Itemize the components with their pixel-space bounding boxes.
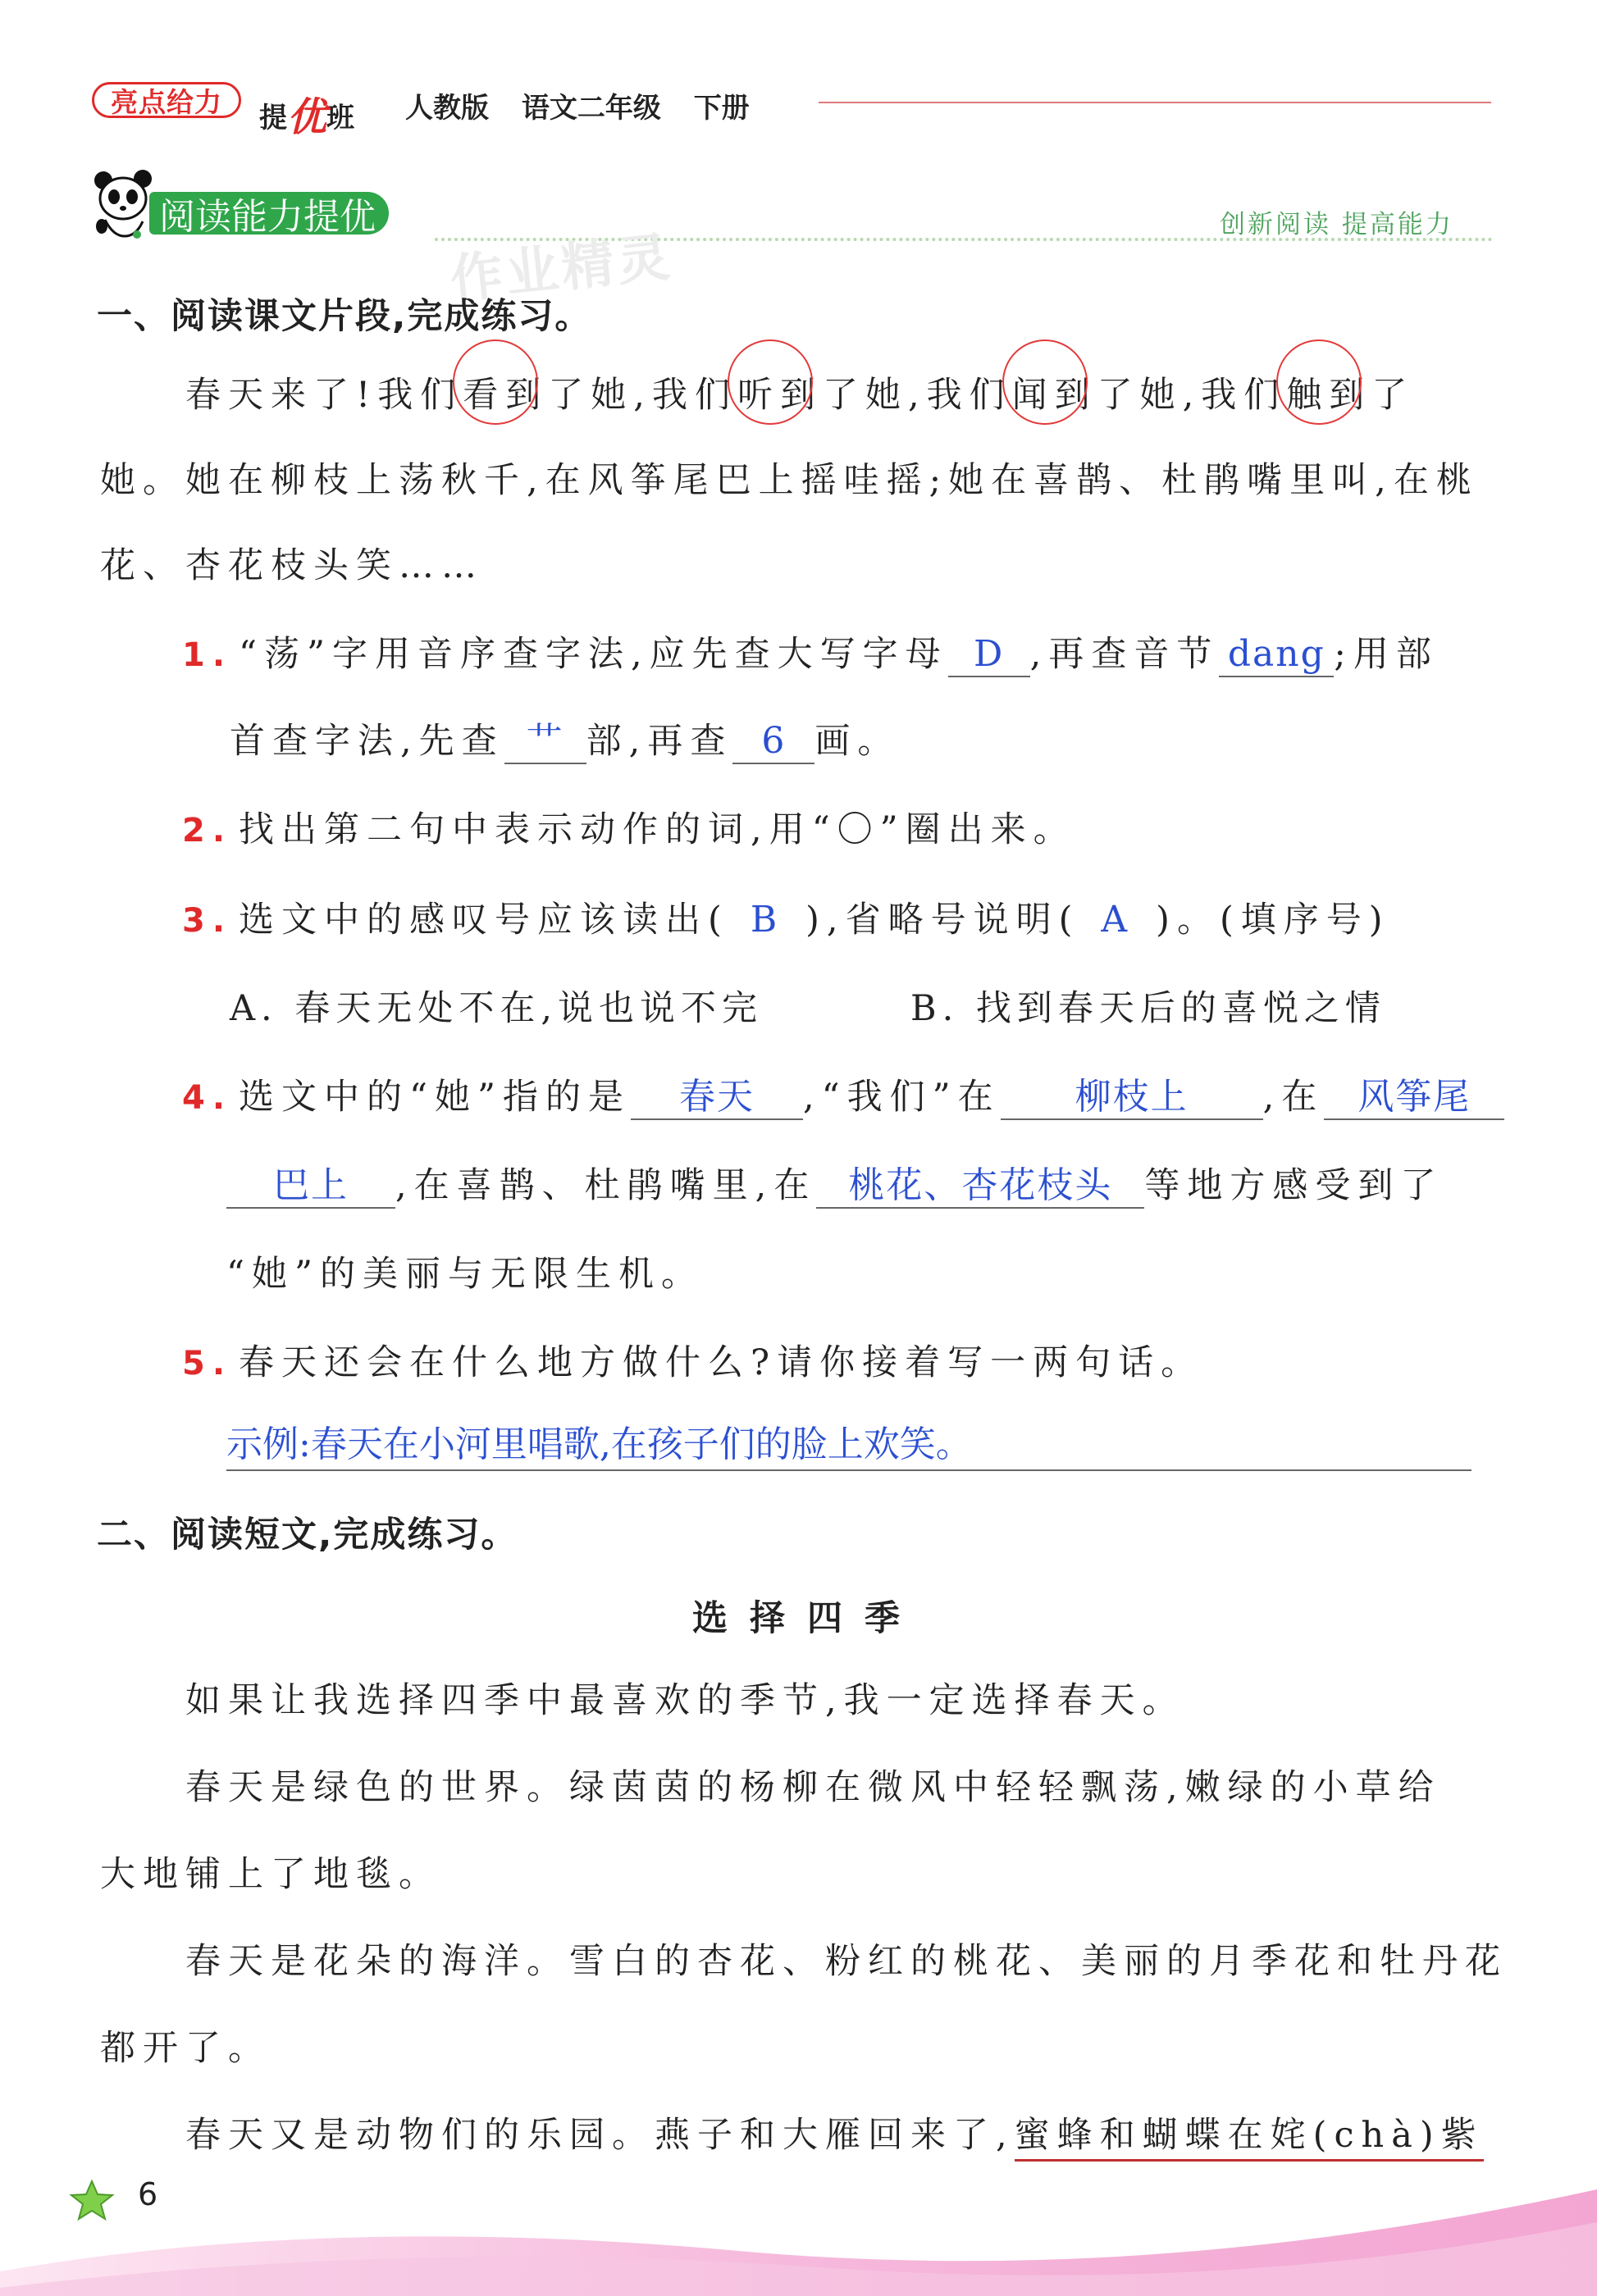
article-para-3a: 春天是花朵的海洋。雪白的杏花、粉红的桃花、美丽的月季花和牡丹花: [185, 1941, 1508, 1982]
answer-place-2b: 巴上: [226, 1164, 395, 1209]
footer-decoration: [0, 2165, 1597, 2296]
series-post: 班: [326, 102, 355, 134]
option-b: B. 找到春天后的喜悦之情: [910, 988, 1386, 1029]
answer-she: 春天: [631, 1076, 803, 1120]
section1-heading: 一、阅读课文片段,完成练习。: [97, 296, 592, 337]
question-4-end: “她”的美丽与无限生机。: [226, 1254, 704, 1295]
question-text: ,在喜鹊、杜鹃嘴里,在: [395, 1165, 817, 1206]
passage-line-2: 她。她在柳枝上荡秋千,在风筝尾巴上摇哇摇;她在喜鹊、杜鹃嘴里叫,在桃: [100, 460, 1479, 501]
question-number: 2.: [182, 812, 233, 850]
answer-radical: 艹: [504, 720, 586, 764]
question-text: 首查字法,先查: [230, 721, 504, 762]
article-para-3b: 都开了。: [100, 2028, 271, 2069]
passage-text: 春天来了!我们: [185, 375, 463, 416]
question-text: ),省略号说明(: [805, 900, 1080, 941]
question-text: “荡”字用音序查字法,应先查大写字母: [239, 634, 948, 675]
passage-text: 了她,我们: [1097, 375, 1287, 416]
answer-q5: 示例:春天在小河里唱歌,在孩子们的脸上欢笑。: [226, 1420, 1472, 1471]
circled-word-wendao: 闻到: [1012, 351, 1097, 440]
question-text: 等地方感受到了: [1144, 1165, 1444, 1206]
underlined-sentence: 蜜蜂和蝴蝶在姹(chà)紫: [1015, 2115, 1484, 2162]
question-number: 4.: [182, 1079, 233, 1117]
question-text: ,在: [1262, 1077, 1325, 1118]
passage-text: 了她,我们: [548, 375, 737, 416]
question-3: [182, 876, 1390, 965]
question-text: )。(填序号): [1156, 900, 1390, 941]
answer-place-3: 桃花、杏花枝头: [816, 1164, 1144, 1209]
question-1-cont: [230, 697, 900, 786]
question-text: 春天还会在什么地方做什么?请你接着写一两句话。: [239, 1342, 1204, 1383]
star-icon: [67, 2178, 116, 2222]
passage-text: 了她,我们: [822, 375, 1012, 416]
circled-word-chudao: 触到: [1286, 351, 1371, 440]
question-text: 部,再查: [586, 721, 733, 762]
article-para-2a: 春天是绿色的世界。绿茵茵的杨柳在微风中轻轻飘荡,嫩绿的小草给: [185, 1767, 1441, 1808]
section2-heading: 二、阅读短文,完成练习。: [97, 1515, 518, 1556]
volume: 下册: [693, 92, 750, 125]
article-title: 选 择 四 季: [692, 1598, 905, 1639]
option-a: A. 春天无处不在,说也说不完: [230, 988, 764, 1029]
article-text: 春天又是动物们的乐园。燕子和大雁回来了,: [185, 2115, 1015, 2156]
question-4-cont: [226, 1141, 1443, 1230]
answer-exclamation: B: [750, 899, 785, 941]
question-text: 找出第二句中表示动作的词,用“〇”圈出来。: [239, 809, 1076, 850]
article-para-2b: 大地铺上了地毯。: [100, 1854, 441, 1895]
banner-title: 阅读能力提优: [159, 196, 376, 238]
question-1: [182, 610, 1439, 699]
question-5: [182, 1319, 1203, 1408]
panda-icon: [92, 169, 156, 239]
question-text: 选文中的感叹号应该读出(: [239, 900, 729, 941]
answer-syllable: dang: [1219, 633, 1334, 677]
question-text: 选文中的“她”指的是: [239, 1077, 631, 1118]
banner-tagline: 创新阅读 提高能力: [1220, 210, 1453, 239]
subject: 语文二年级: [521, 92, 661, 125]
edition: 人教版: [405, 92, 489, 125]
article-para-1: 如果让我选择四季中最喜欢的季节,我一定选择春天。: [185, 1680, 1185, 1721]
passage-line-3: 花、杏花枝头笑……: [100, 545, 484, 586]
page-number: 6: [138, 2176, 158, 2212]
answer-ellipsis: A: [1101, 899, 1135, 941]
question-4: [182, 1053, 1504, 1142]
series-mid: 优: [287, 94, 327, 140]
watermark: 作业精灵: [447, 226, 676, 311]
header-meta: [405, 85, 750, 125]
answer-letter: D: [948, 633, 1030, 677]
question-2: [182, 786, 1076, 875]
circled-word-kandao: 看到: [463, 351, 548, 440]
circled-word-tingdao: 听到: [737, 351, 823, 440]
answer-strokes: 6: [732, 720, 814, 764]
question-number: 1.: [182, 636, 233, 674]
series-pre: 提: [259, 102, 287, 134]
question-number: 5.: [182, 1345, 233, 1383]
brand-badge: 亮点给力: [92, 82, 241, 118]
passage-line-1: [185, 351, 1414, 440]
question-number: 3.: [182, 902, 233, 940]
question-text: ,“我们”在: [803, 1077, 1001, 1118]
question-text: ,再查音节: [1029, 634, 1220, 675]
answer-place-1: 柳枝上: [1001, 1076, 1263, 1120]
question-text: 画。: [814, 721, 901, 762]
question-text: ;用部: [1334, 634, 1439, 675]
series-title: [259, 82, 354, 139]
answer-place-2a: 风筝尾: [1324, 1076, 1504, 1120]
header-rule: [819, 102, 1491, 103]
passage-text: 了: [1371, 375, 1415, 416]
section-banner: [149, 192, 389, 238]
